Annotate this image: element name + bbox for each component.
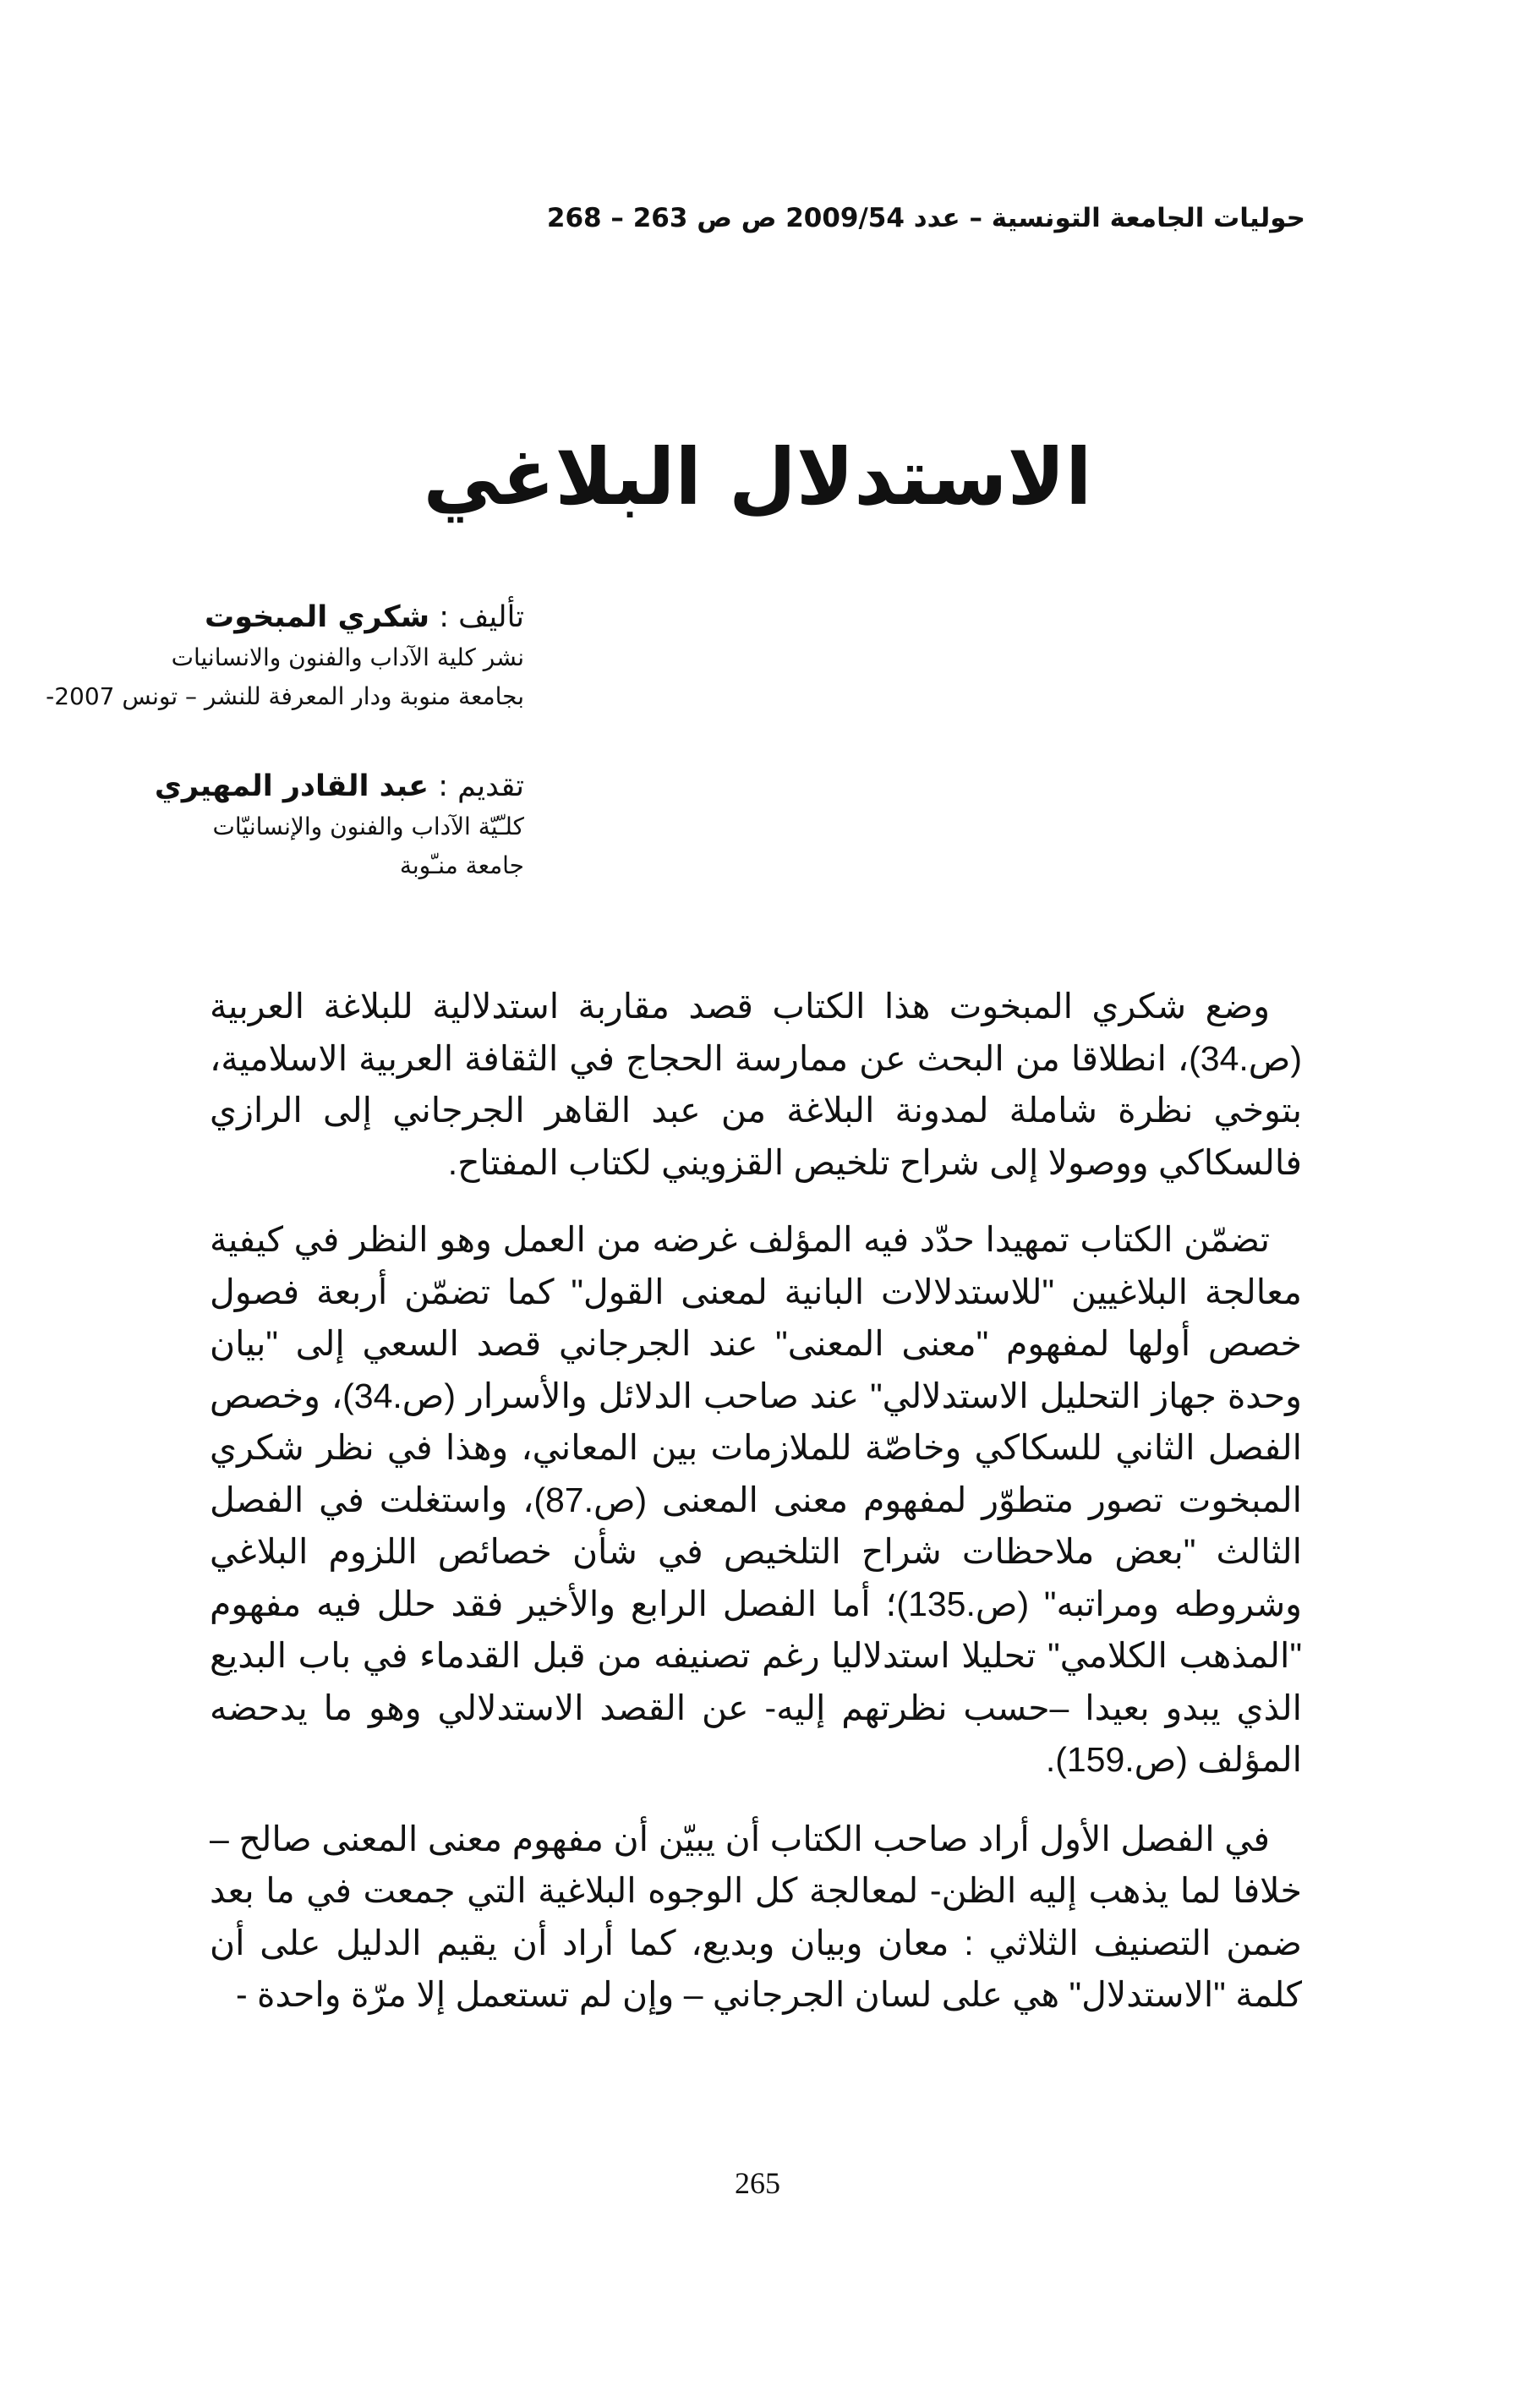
author-credit bbox=[46, 596, 524, 716]
author-name: شكري المبخوت bbox=[205, 600, 430, 634]
introducer-label: تقديم : bbox=[438, 769, 524, 803]
author-label: تأليف : bbox=[439, 600, 524, 634]
introducer-university-line: جامعة منـّوبة bbox=[399, 851, 524, 879]
book-title: الاستدلال البلاغي bbox=[423, 432, 1092, 523]
publisher-line: نشر كلية الآداب والفنون والانسانيات bbox=[171, 643, 524, 671]
body-paragraph: وضع شكري المبخوت هذا الكتاب قصد مقاربة استدلالية للبلاغة العربية (ص.34)، انطلاقا من البحث عن ممارسة الحجاج في الثقافة العربية الاسلامية، بتوخي نظرة شاملة لمدونة البلاغة من عبد القاهر الجرجاني إلى الرازي فالسكاكي ووصولا إلى شراح تلخيص القزويني لكتاب المفتاح. bbox=[210, 987, 1302, 1182]
body-paragraph: تضمّن الكتاب تمهيدا حدّد فيه المؤلف غرضه من العمل وهو النظر في كيفية معالجة البلاغيين "للاستدلالات البانية لمعنى القول" كما تضمّن أربعة فصول خصص أولها لمفهوم "معنى المعنى" عند الجرجاني قصد السعي إلى "بيان وحدة جهاز التحليل الاستدلالي" عند صاحب الدلائل والأسرار (ص.34)، وخصص الفصل الثاني للسكاكي وخاصّة للملازمات بين المعاني، وهذا في نظر شكري المبخوت تصور متطوّر لمفهوم معنى المعنى (ص.87)، واستغلت في الفصل الثالث "بعض ملاحظات شراح التلخيص في شأن خصائص اللزوم البلاغي وشروطه ومراتبه" (ص.135)؛ أما الفصل الرابع والأخير فقد حلل فيه مفهوم "المذهب الكلامي" تحليلا استدلاليا رغم تصنيفه من قبل القدماء في باب البديع الذي يبدو بعيدا –حسب نظرتهم إليه- عن القصد الاستدلالي وهو ما يدحضه المؤلف (ص.159). bbox=[210, 1220, 1302, 1779]
running-header: حوليات الجامعة التونسية – عدد 2009/54 ص ص 263 – 268 bbox=[546, 203, 1305, 233]
introducer-credit bbox=[51, 765, 524, 885]
author-heading bbox=[51, 596, 524, 638]
publisher-location-line: بجامعة منوبة ودار المعرفة للنشر – تونس 2007- bbox=[46, 682, 524, 710]
page-number: 265 bbox=[735, 2166, 780, 2200]
body-paragraph: في الفصل الأول أراد صاحب الكتاب أن يبيّن أن مفهوم معنى المعنى صالح – خلافا لما يذهب إليه الظن- لمعالجة كل الوجوه البلاغية التي جمعت في ما بعد ضمن التصنيف الثلاثي : معان وبيان وبديع، كما أراد أن يقيم الدليل على أن كلمة "الاستدلال" هي على لسان الجرجاني – وإن لم تستعمل إلا مرّة واحدة - bbox=[210, 1819, 1302, 2014]
introducer-name: عبد القادر المهيري bbox=[154, 769, 429, 803]
introducer-heading bbox=[51, 765, 524, 807]
introducer-affiliation-line: كلـّيّة الآداب والفنون والإنسانيّات bbox=[212, 813, 524, 840]
review-body bbox=[210, 981, 1302, 2047]
